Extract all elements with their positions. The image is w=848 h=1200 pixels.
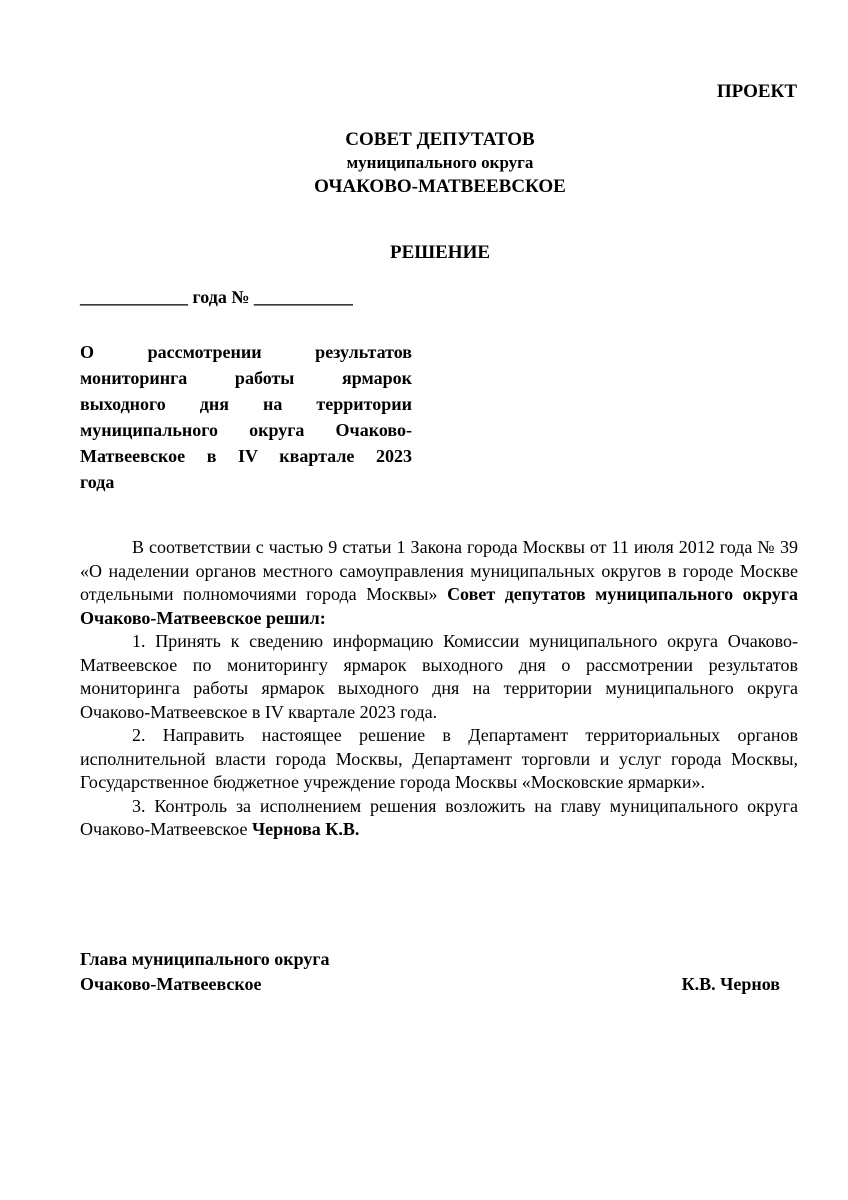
- date-number-line: ____________ года № ___________: [80, 287, 353, 307]
- decision-subject: [80, 339, 412, 495]
- district-label: муниципального округа: [346, 153, 534, 172]
- signature-block: [80, 947, 780, 997]
- signatory-district: Очаково-Матвеевское: [80, 974, 262, 994]
- signatory-name: К.В. Чернов: [681, 974, 780, 994]
- decision-body: [80, 536, 798, 842]
- draft-mark: ПРОЕКТ: [716, 81, 797, 102]
- document-type-title: РЕШЕНИЕ: [389, 242, 491, 263]
- council-name: СОВЕТ ДЕПУТАТОВ: [345, 129, 535, 150]
- item-3-text: 3. Контроль за исполнением решения возложить на главу муниципального округа Очаково-Матвеевское: [80, 795, 798, 839]
- signature-row: [80, 972, 780, 997]
- item-2: 2. Направить настоящее решение в Департамент территориальных органов исполнительной власти города Москвы, Департамент торговли и услуг города Москвы, Государственное бюджетное учреждение города Москвы «Московские ярмарки».: [80, 725, 798, 792]
- preamble-text: В соответствии с частью 9 статьи 1 Закона города Москвы от 11 июля 2012 года № 39 «О наделении органов местного самоуправления муниципальных округов в городе Москве отдельными полномочиями города Москвы»: [80, 537, 798, 604]
- subject-text: О рассмотрении результатов мониторинга работы ярмарок выходного дня на территории муниципального округа Очаково-Матвеевское в IV квартале 2023: [80, 342, 412, 466]
- signatory-title: Глава муниципального округа: [80, 949, 330, 969]
- item-1: 1. Принять к сведению информацию Комиссии муниципального округа Очаково-Матвеевское по мониторингу ярмарок выходного дня о рассмотрении результатов мониторинга работы ярмарок выходного дня на территории муниципального округа Очаково-Матвеевское в IV квартале 2023 года.: [80, 631, 798, 722]
- item-3-person: Чернова К.В.: [251, 819, 360, 839]
- preamble-paragraph: [80, 536, 798, 630]
- district-name: ОЧАКОВО-МАТВЕЕВСКОЕ: [314, 176, 566, 197]
- preamble-resolution: Совет депутатов муниципального округа Очаково-Матвеевское решил:: [80, 584, 798, 628]
- item-3: [80, 795, 798, 842]
- issuer-header: [0, 128, 848, 200]
- subject-text-end: года: [80, 472, 115, 492]
